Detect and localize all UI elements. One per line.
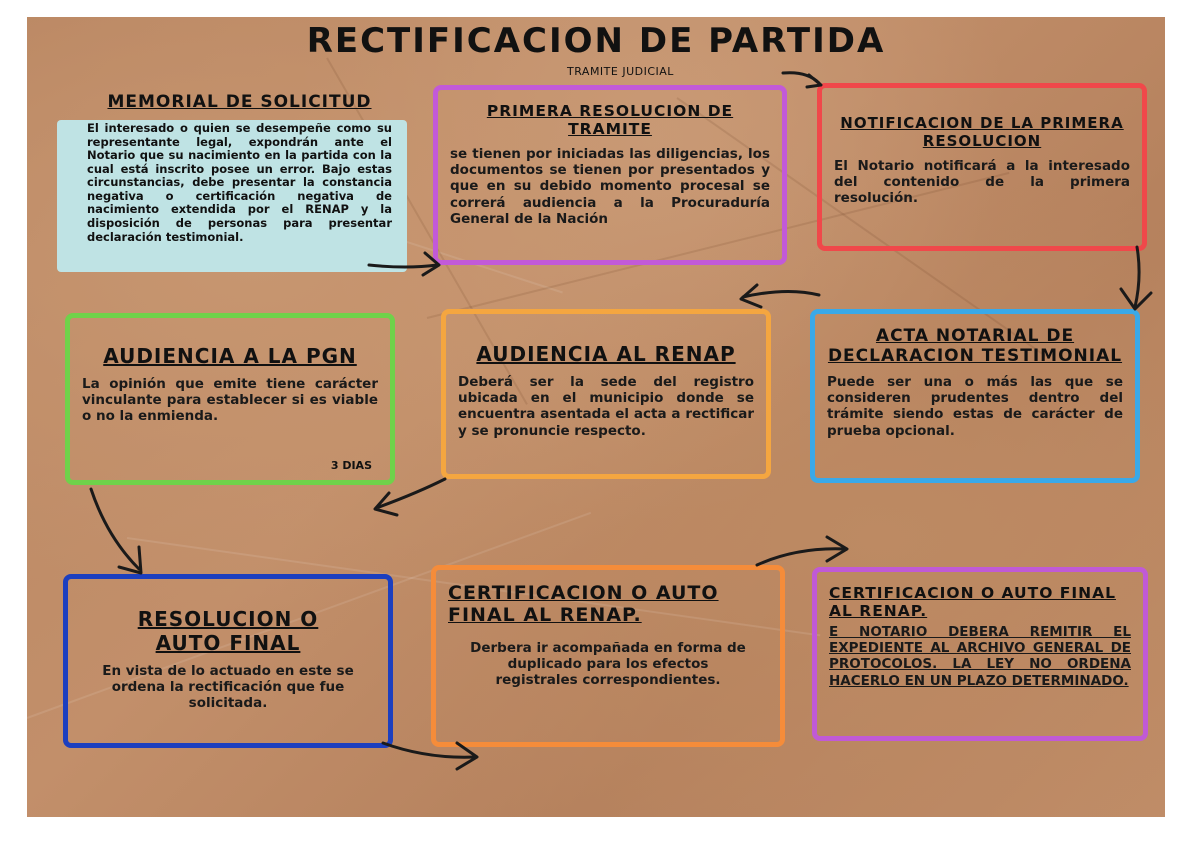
audiencia-renap-heading: AUDIENCIA AL RENAP	[476, 342, 736, 366]
notificacion-text: El Notario notificará a la interesado del contenido de la primera resolución.	[834, 158, 1130, 207]
audiencia-pgn-days: 3 DIAS	[330, 459, 372, 472]
acta-notarial-heading: ACTA NOTARIAL DE DECLARACION TESTIMONIAL	[827, 326, 1123, 366]
arrow-icon	[757, 537, 847, 565]
resolucion-final-heading: RESOLUCION O AUTO FINAL	[137, 607, 319, 655]
arrow-icon	[741, 285, 819, 307]
audiencia-pgn-text: La opinión que emite tiene carácter vinculante para establecer si es viable o no la enmienda.	[82, 376, 378, 425]
acta-notarial-text: Puede ser una o más las que se consideren prudentes dentro del trámite siendo estas de carácter de prueba opcional.	[827, 374, 1123, 439]
primera-resolucion-heading: PRIMERA RESOLUCION DE TRAMITE	[486, 102, 734, 138]
page-title: RECTIFICACION DE PARTIDA	[306, 21, 886, 61]
memorial-heading: MEMORIAL DE SOLICITUD	[107, 92, 372, 112]
certificacion-protocolos-heading: CERTIFICACION O AUTO FINAL AL RENAP.	[829, 584, 1116, 620]
arrow-icon	[369, 253, 439, 275]
arrow-icon	[375, 479, 445, 515]
notificacion-heading: NOTIFICACION DE LA PRIMERA RESOLUCION	[840, 114, 1124, 150]
memorial-text: El interesado o quien se desempeñe como su representante legal, expondrán ante el Notario que su nacimiento en la partida con la cual está inscrito posee un error. Bajo estas circunstancias, debe presentar la constancia negativa o certificación negativa de nacimiento extendida por el RENAP y la disposición de personas para presentar declaración testimonial.	[87, 121, 392, 244]
page-subtitle: TRAMITE JUDICIAL	[567, 65, 674, 78]
audiencia-pgn-heading: AUDIENCIA A LA PGN	[103, 344, 357, 368]
arrow-icon	[91, 489, 141, 573]
audiencia-renap-text: Deberá ser la sede del registro ubicada en el municipio donde se encuentra asentada el acta a rectificar y se pronuncie respecto.	[458, 374, 754, 439]
arrow-icon	[1121, 247, 1151, 309]
arrow-icon	[383, 743, 477, 769]
certificacion-renap-text: Derbera ir acompañada en forma de duplicado para los efectos registrales correspondientes.	[470, 640, 746, 689]
flow-arrows	[27, 17, 1165, 817]
paper-background	[27, 17, 1165, 817]
certificacion-renap-heading: CERTIFICACION O AUTO FINAL AL RENAP.	[448, 582, 719, 626]
resolucion-final-text: En vista de lo actuado en este se ordena la rectificación que fue solicitada.	[102, 663, 354, 712]
certificacion-protocolos-text: E NOTARIO DEBERA REMITIR EL EXPEDIENTE AL ARCHIVO GENERAL DE PROTOCOLOS. LA LEY NO ORDENA HACERLO EN UN PLAZO DETERMINADO.	[829, 624, 1131, 689]
primera-resolucion-text: se tienen por iniciadas las diligencias, los documentos se tienen por presentados y que en su debido momento procesal se correrá audiencia a la Procuraduría General de la Nación	[450, 146, 770, 227]
arrow-icon	[783, 73, 821, 87]
